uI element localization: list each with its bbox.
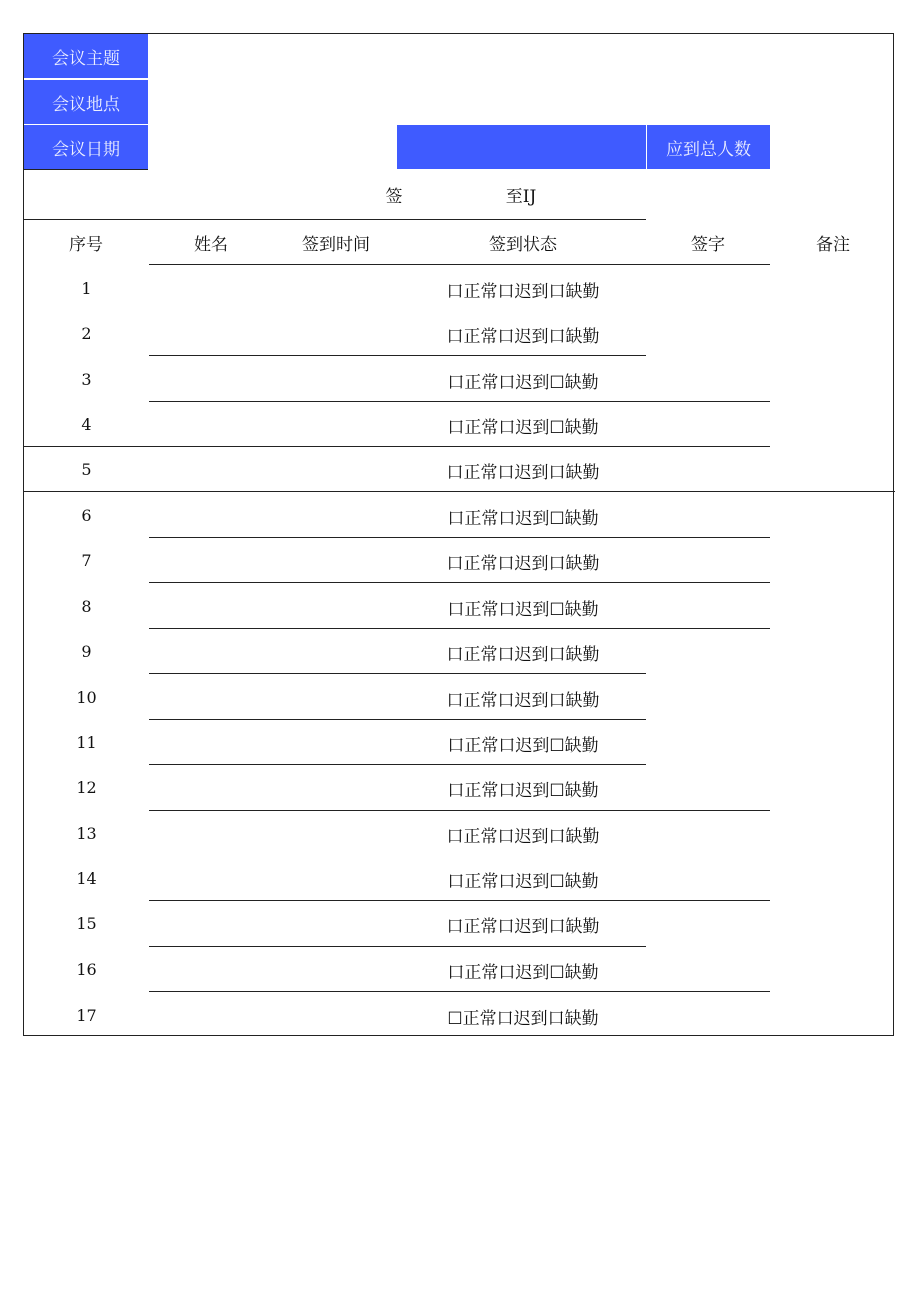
row-index: 7	[81, 551, 92, 570]
section-title-left: 签	[385, 186, 403, 207]
divider	[149, 673, 646, 674]
row-index: 2	[81, 324, 92, 343]
row-index: 10	[76, 688, 97, 707]
row-index: 1	[81, 279, 92, 298]
row-status-options[interactable]: ☐正常口迟到口缺勤	[447, 1009, 599, 1029]
row-status-options[interactable]: 口正常口迟到☐缺勤	[447, 781, 599, 801]
row-index: 16	[76, 960, 97, 979]
row-status-options[interactable]: 口正常口迟到☐缺勤	[447, 418, 599, 438]
row-index: 5	[81, 460, 92, 479]
row-index: 6	[81, 506, 92, 525]
date-label: 会议日期	[24, 125, 148, 169]
row-status-options[interactable]: 口正常口迟到口缺勤	[446, 691, 600, 711]
section-title-right: 至IJ	[505, 186, 537, 207]
column-header-index: 序号	[69, 234, 103, 255]
column-header-remark: 备注	[816, 234, 850, 255]
divider	[24, 491, 895, 492]
row-index: 13	[76, 824, 97, 843]
divider	[149, 537, 770, 538]
divider	[149, 264, 770, 265]
row-status-options[interactable]: 口正常口迟到口缺勤	[446, 327, 600, 347]
divider	[149, 582, 770, 583]
row-status-options[interactable]: 口正常口迟到☐缺勤	[447, 509, 599, 529]
divider	[24, 446, 770, 447]
date-value-band	[397, 125, 646, 169]
row-status-options[interactable]: 口正常口迟到口缺勤	[446, 827, 600, 847]
divider	[24, 169, 148, 170]
row-index: 14	[76, 869, 97, 888]
row-index: 8	[81, 597, 92, 616]
row-status-options[interactable]: 口正常口迟到口缺勤	[446, 282, 600, 302]
column-header-name: 姓名	[194, 234, 228, 255]
row-status-options[interactable]: 口正常口迟到☐缺勤	[447, 600, 599, 620]
column-header-signin-time: 签到时间	[302, 234, 370, 255]
row-index: 17	[76, 1006, 97, 1025]
row-status-options[interactable]: 口正常口迟到☐缺勤	[447, 373, 599, 393]
divider	[24, 219, 646, 220]
row-index: 11	[76, 733, 97, 752]
divider	[149, 628, 770, 629]
row-index: 15	[76, 914, 97, 933]
row-index: 9	[81, 642, 92, 661]
row-status-options[interactable]: 口正常口迟到口缺勤	[446, 463, 600, 483]
row-index: 4	[81, 415, 92, 434]
divider	[149, 946, 646, 947]
column-header-signature: 签字	[691, 234, 725, 255]
row-index: 12	[76, 778, 97, 797]
row-status-options[interactable]: 口正常口迟到☐缺勤	[447, 872, 599, 892]
row-status-options[interactable]: 口正常口迟到口缺勤	[446, 554, 600, 574]
divider	[149, 401, 770, 402]
divider	[149, 719, 646, 720]
divider	[149, 900, 770, 901]
column-header-signin-status: 签到状态	[489, 234, 557, 255]
row-status-options[interactable]: 口正常口迟到口缺勤	[446, 645, 600, 665]
row-index: 3	[81, 370, 92, 389]
row-status-options[interactable]: 口正常口迟到☐缺勤	[447, 963, 599, 983]
divider	[149, 810, 770, 811]
divider	[149, 355, 646, 356]
topic-label: 会议主题	[24, 34, 148, 78]
total-attendees-label: 应到总人数	[647, 125, 770, 169]
divider	[149, 991, 770, 992]
signin-sheet	[23, 33, 894, 1036]
row-status-options[interactable]: 口正常口迟到口缺勤	[446, 917, 600, 937]
divider	[149, 764, 646, 765]
row-status-options[interactable]: 口正常口迟到☐缺勤	[447, 736, 599, 756]
location-label: 会议地点	[24, 80, 148, 124]
